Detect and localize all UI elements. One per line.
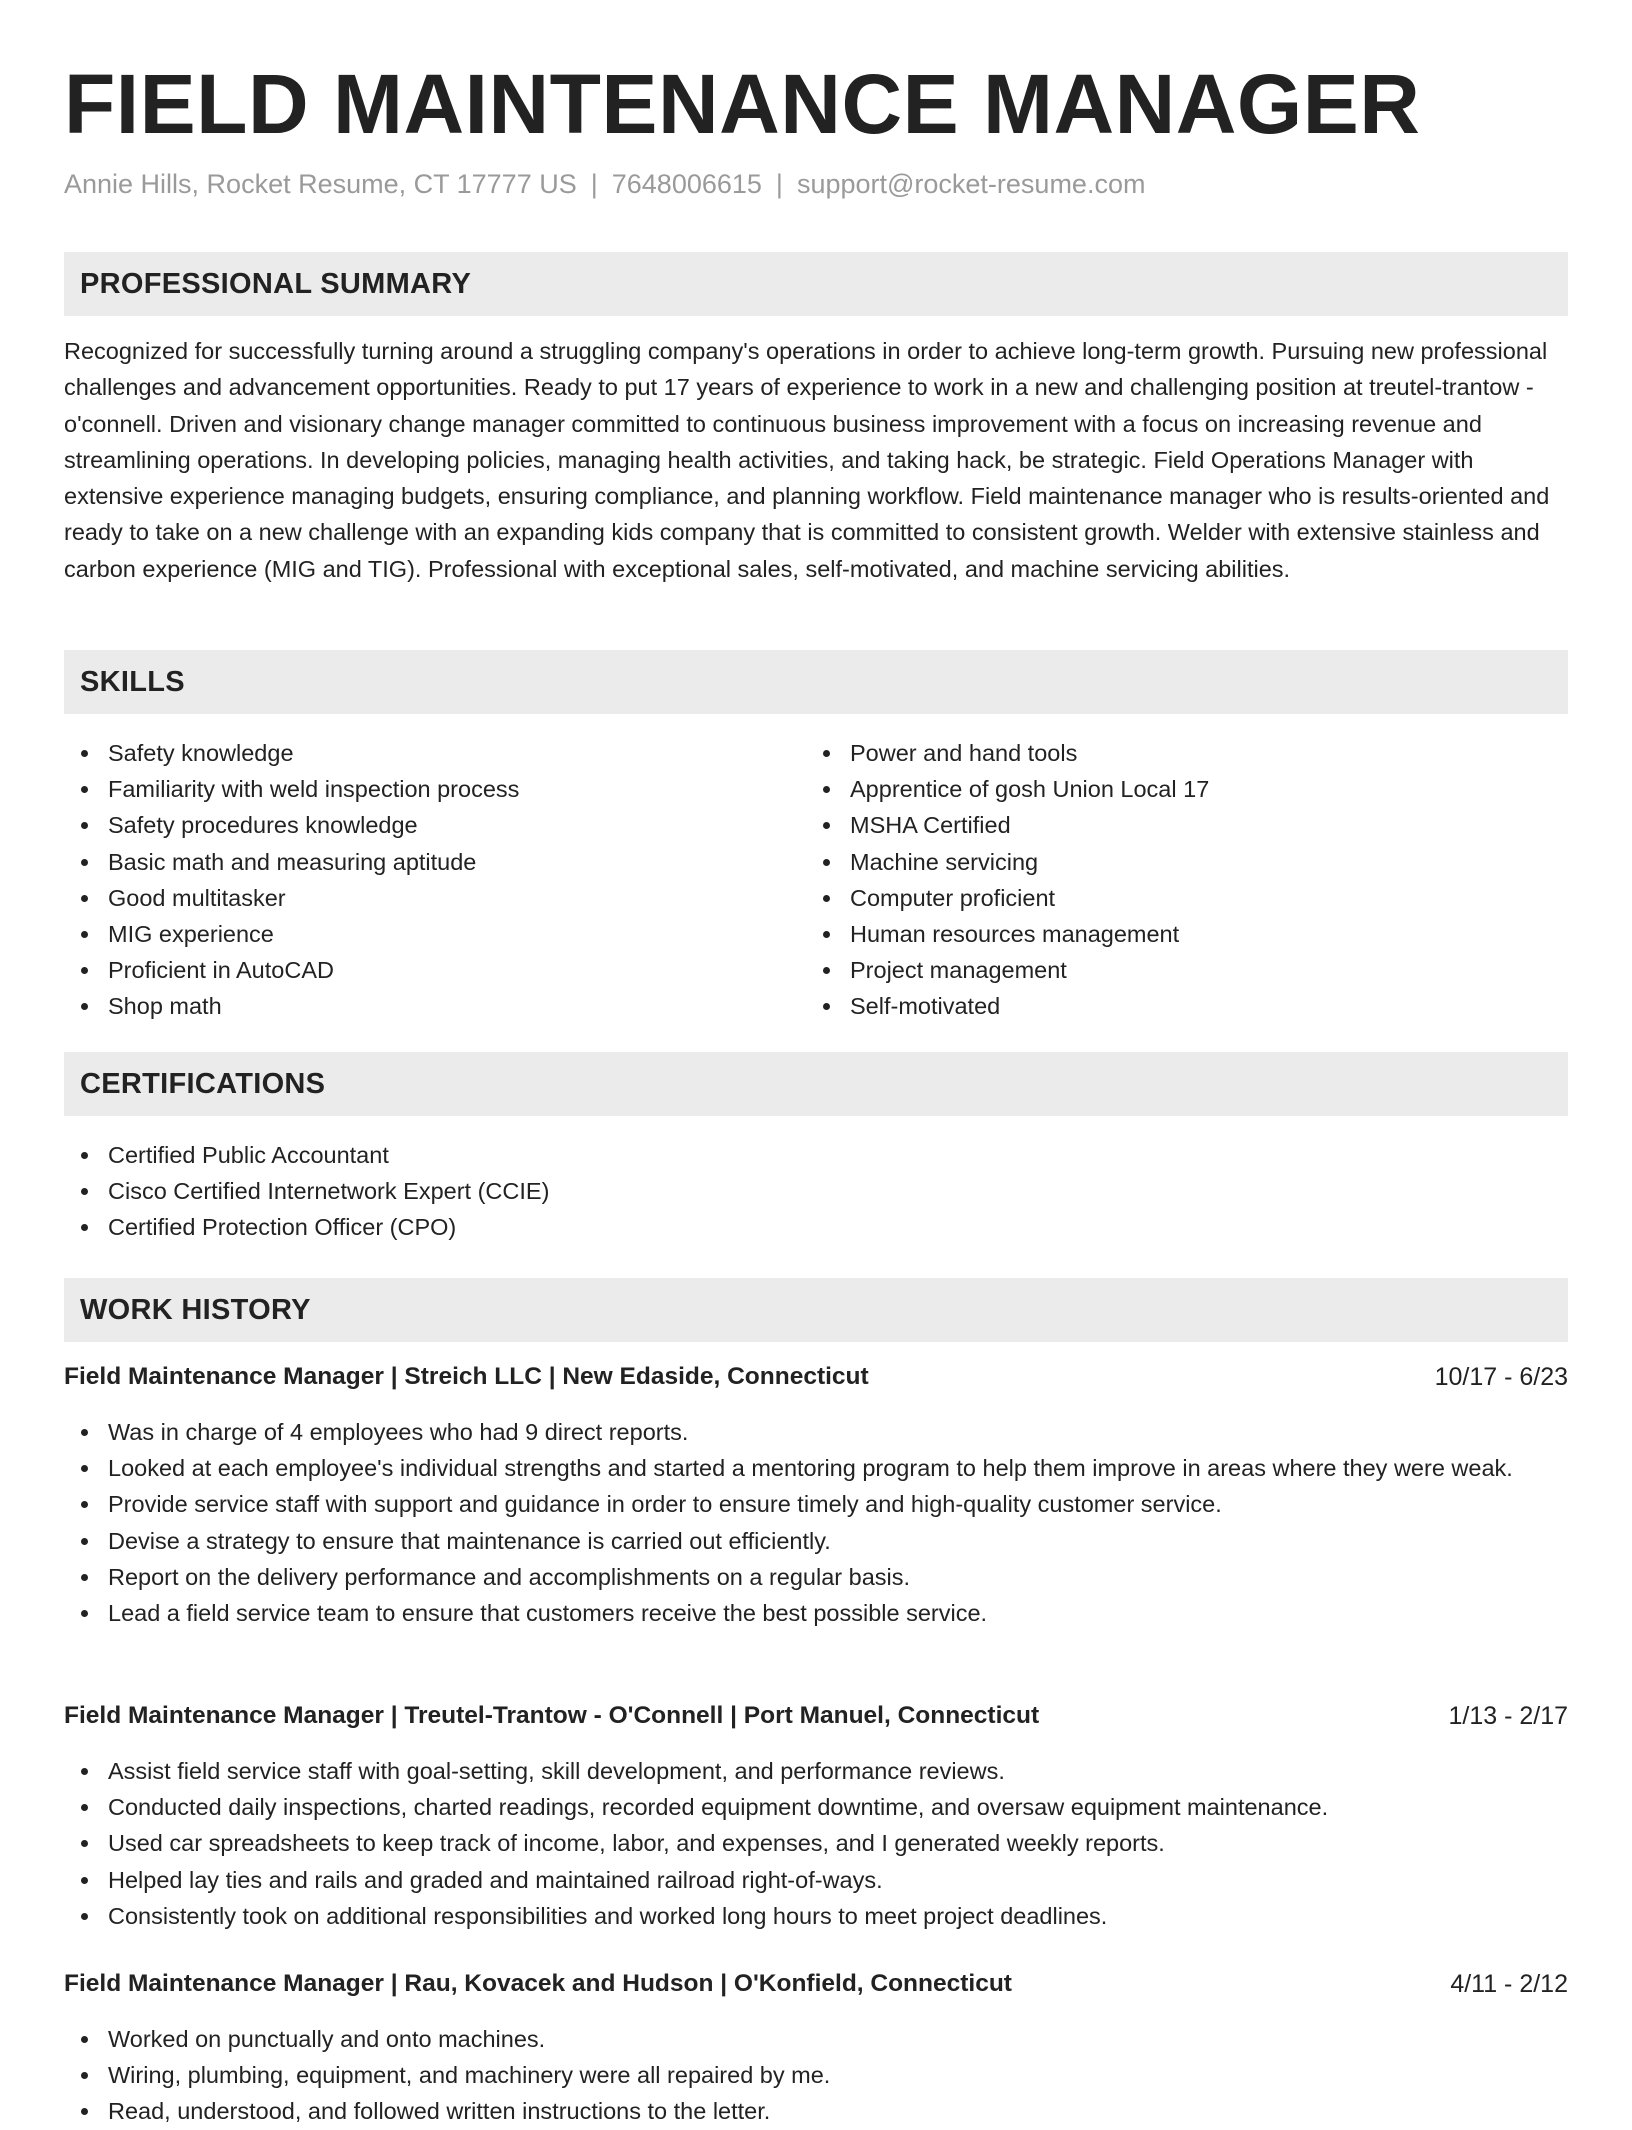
skill-item: Familiarity with weld inspection process [64,771,804,807]
certification-item: Certified Protection Officer (CPO) [64,1209,1568,1245]
job-dates: 4/11 - 2/12 [1450,1970,1568,1998]
job-title: Field Maintenance Manager | Rau, Kovacek and Hudson | O'Konfield, Connecticut [64,1970,1012,1997]
skill-item: Computer proficient [806,880,1546,916]
contact-separator: | [775,169,783,199]
section-header-work-history: WORK HISTORY [64,1278,1568,1342]
job-duty-item: Report on the delivery performance and accomplishments on a regular basis. [64,1559,1568,1595]
job-duty-item: Was in charge of 4 employees who had 9 direct reports. [64,1414,1568,1450]
job-header [64,1698,1568,1734]
skill-item: Machine servicing [806,844,1546,880]
skill-item: Self-motivated [806,988,1546,1024]
skills-list-left [64,735,804,1025]
contact-phone: 7648006615 [611,169,762,199]
job-dates: 1/13 - 2/17 [1448,1702,1568,1730]
skill-item: Human resources management [806,916,1546,952]
resume-name-title: FIELD MAINTENANCE MANAGER [64,57,1421,151]
job-duty-item: Helped lay ties and rails and graded and maintained railroad right-of-ways. [64,1862,1568,1898]
skill-item: Project management [806,952,1546,988]
skill-item: Safety knowledge [64,735,804,771]
section-header-skills: SKILLS [64,650,1568,714]
job-duty-item: Wiring, plumbing, equipment, and machinery were all repaired by me. [64,2057,1568,2093]
job-duty-item: Provide service staff with support and guidance in order to ensure timely and high-quality customer service. [64,1486,1568,1522]
skill-item: Good multitasker [64,880,804,916]
certification-item: Certified Public Accountant [64,1137,1568,1173]
job-header [64,1359,1568,1395]
contact-address: Annie Hills, Rocket Resume, CT 17777 US [64,169,577,199]
section-header-summary: PROFESSIONAL SUMMARY [64,252,1568,316]
skill-item: MSHA Certified [806,807,1546,843]
summary-text: Recognized for successfully turning around a struggling company's operations in order to achieve long-term growth. Pursuing new professional challenges and advancement opportunities. Ready to put 17 years of experience to work in a new and challenging position at treutel-trantow - o'connell. Driven and visionary change manager committed to continuous business improvement with a focus on increasing revenue and streamlining operations. In developing policies, managing health activities, and taking hack, be strategic. Field Operations Manager with extensive experience managing budgets, ensuring compliance, and planning workflow. Field maintenance manager who is results-oriented and ready to take on a new challenge with an expanding kids company that is committed to consistent growth. Welder with extensive stainless and carbon experience (MIG and TIG). Professional with exceptional sales, self-motivated, and machine servicing abilities. [64,338,1550,582]
job-title: Field Maintenance Manager | Treutel-Trantow - O'Connell | Port Manuel, Connecticut [64,1702,1040,1729]
job-duty-item: Worked on punctually and onto machines. [64,2021,1568,2057]
job-duty-item: Conducted daily inspections, charted readings, recorded equipment downtime, and oversaw equipment maintenance. [64,1789,1568,1825]
job-duty-item: Assist field service staff with goal-setting, skill development, and performance reviews. [64,1753,1568,1789]
job-duties-list [64,1753,1568,1934]
contact-email: support@rocket-resume.com [796,169,1146,199]
skill-item: Power and hand tools [806,735,1546,771]
contact-separator: | [590,169,598,199]
skill-item: Shop math [64,988,804,1024]
job-duty-item: Lead a field service team to ensure that customers receive the best possible service. [64,1595,1568,1631]
skills-list-right [806,735,1546,1025]
skill-item: Proficient in AutoCAD [64,952,804,988]
job-duty-item: Looked at each employee's individual strengths and started a mentoring program to help them improve in areas where they were weak. [64,1450,1568,1486]
job-title: Field Maintenance Manager | Streich LLC | New Edaside, Connecticut [64,1363,869,1390]
job-duty-item: Read, understood, and followed written instructions to the letter. [64,2093,1568,2129]
job-duties-list [64,1414,1568,1631]
skill-item: Basic math and measuring aptitude [64,844,804,880]
certifications-list [64,1137,1568,1246]
job-duties-list [64,2021,1568,2130]
job-duty-item: Devise a strategy to ensure that maintenance is carried out efficiently. [64,1523,1568,1559]
contact-line [64,166,1145,202]
job-duty-item: Consistently took on additional responsibilities and worked long hours to meet project deadlines. [64,1898,1568,1934]
section-header-certifications: CERTIFICATIONS [64,1052,1568,1116]
skill-item: Safety procedures knowledge [64,807,804,843]
skill-item: Apprentice of gosh Union Local 17 [806,771,1546,807]
job-dates: 10/17 - 6/23 [1434,1363,1568,1391]
skill-item: MIG experience [64,916,804,952]
job-header [64,1966,1568,2002]
certification-item: Cisco Certified Internetwork Expert (CCIE) [64,1173,1568,1209]
job-duty-item: Used car spreadsheets to keep track of income, labor, and expenses, and I generated weekly reports. [64,1825,1568,1861]
